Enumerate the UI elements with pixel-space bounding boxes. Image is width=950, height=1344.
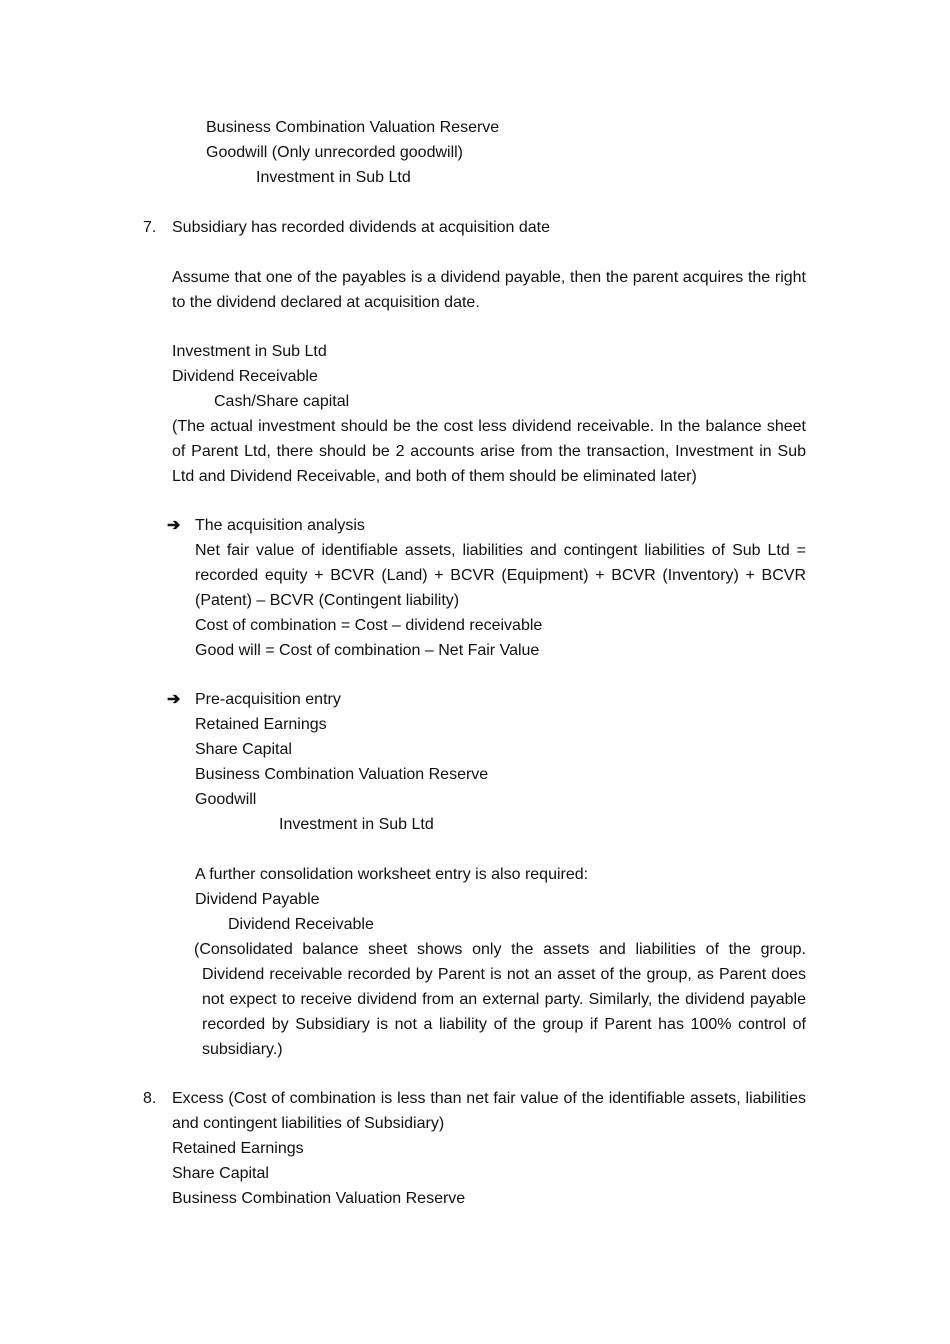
entry-line: Goodwill (Only unrecorded goodwill) xyxy=(206,144,464,161)
entry-credit-line: Investment in Sub Ltd xyxy=(256,169,411,186)
bullet-title: Pre-acquisition entry xyxy=(195,691,341,708)
further-entry-intro: A further consolidation worksheet entry is also required: xyxy=(195,866,589,883)
entry-line: Dividend Receivable xyxy=(172,368,318,385)
net-fair-value-formula: Net fair value of identifiable assets, liabilities and contingent liabilities of Sub Ltd = recorded equity + BCVR (Land) + BCVR (Equipment) + BCVR (Inventory) + BCVR (Patent) – BCVR (Contingent liability) xyxy=(195,542,806,609)
entry-line: Dividend Payable xyxy=(195,891,320,908)
entry-line: Retained Earnings xyxy=(172,1140,304,1157)
section-number: 7. xyxy=(143,219,157,236)
entry-line: Retained Earnings xyxy=(195,716,327,733)
entry-line: Share Capital xyxy=(172,1165,269,1182)
entry-line: Goodwill xyxy=(195,791,257,808)
entry-line: Business Combination Valuation Reserve xyxy=(195,766,489,783)
entry-line: Business Combination Valuation Reserve xyxy=(172,1190,466,1207)
entry-credit-line: Cash/Share capital xyxy=(214,393,350,410)
section-title: Excess (Cost of combination is less than net fair value of the identifiable assets, liabilities and contingent liabilities of Subsidiary) xyxy=(172,1090,806,1132)
entry-credit-line: Dividend Receivable xyxy=(228,916,374,933)
note-text: (Consolidated balance sheet shows only the assets and liabilities of the group. Dividend receivable recorded by Parent is not an asset of the group, as Parent does not expect to receive dividend from an external party. Similarly, the dividend payable recorded by Subsidiary is not a liability of the group if Parent has 100% control of subsidiary.) xyxy=(194,941,806,1058)
entry-line: Investment in Sub Ltd xyxy=(172,343,327,360)
entry-line: Business Combination Valuation Reserve xyxy=(206,119,500,136)
bullet-title: The acquisition analysis xyxy=(195,517,365,534)
entry-credit-line: Investment in Sub Ltd xyxy=(279,816,434,833)
entry-line: Share Capital xyxy=(195,741,292,758)
note-paragraph xyxy=(194,937,806,1062)
section-title: Subsidiary has recorded dividends at acquisition date xyxy=(172,219,551,236)
section-intro: Assume that one of the payables is a dividend payable, then the parent acquires the right to the dividend declared at acquisition date. xyxy=(172,269,806,311)
cost-of-combination-formula: Cost of combination = Cost – dividend receivable xyxy=(195,617,543,634)
right-arrow-icon: ➔ xyxy=(167,517,181,534)
goodwill-formula: Good will = Cost of combination – Net Fair Value xyxy=(195,642,540,659)
note-paragraph: (The actual investment should be the cost less dividend receivable. In the balance sheet of Parent Ltd, there should be 2 accounts arise from the transaction, Investment in Sub Ltd and Dividend Receivable, and both of them should be eliminated later) xyxy=(172,418,806,485)
section-number: 8. xyxy=(143,1090,157,1107)
right-arrow-icon: ➔ xyxy=(167,691,181,708)
